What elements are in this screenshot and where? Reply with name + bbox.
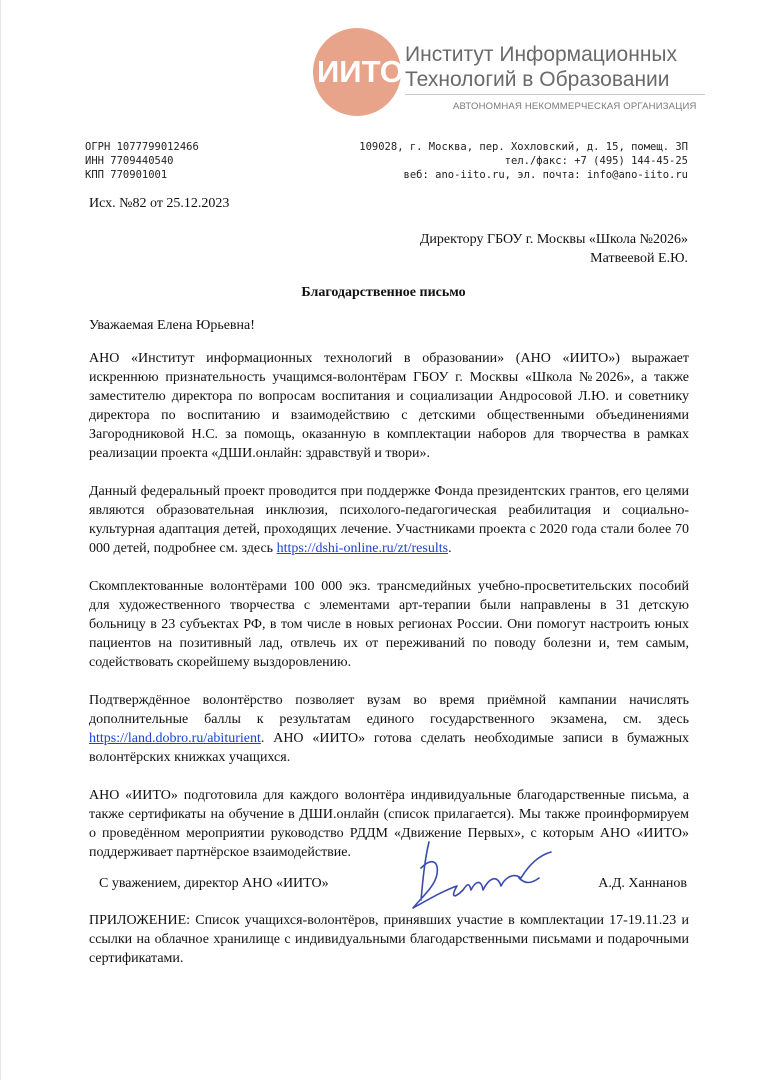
web-email: веб: ano-iito.ru, эл. почта: info@ano-iito.ru [403,169,688,181]
paragraph-4-text: Подтверждённое волонтёрство позволяет вузам во время приёмной кампании начислять дополнительные баллы к результатам единого государственного экзамена, см. здесь [89,693,689,727]
inn: ИНН 7709440540 [85,155,174,167]
requisites-left [85,140,199,182]
closing: С уважением, директор АНО «ИИТО» [99,876,329,891]
greeting: Уважаемая Елена Юрьевна! [89,318,255,333]
letterhead [313,28,753,118]
paragraph-2 [89,482,689,558]
org-name-line1: Институт Информационных [405,43,678,66]
signer-name: А.Д. Ханнанов [598,876,687,891]
kpp: КПП 770901001 [85,169,168,181]
appendix: ПРИЛОЖЕНИЕ: Список учащихся-волонтёров, принявших участие в комплектации 17-19.11.23 и ссылки на облачное хранилище с индивидуальными благодарственными письмами и подарочными сертификатами. [89,913,689,966]
paragraph-2-text: Данный федеральный проект проводится при поддержке Фонда президентских грантов, его целями являются образовательная инклюзия, психолого-педагогическая реабилитация и социально-культурная адаптация детей, проходящих лечение. Участниками проекта с 2020 года стали более 70 000 детей, подробнее см. здесь [89,484,689,556]
addressee [420,230,688,268]
phone: тел./факс: +7 (495) 144-45-25 [504,155,688,167]
ogrn: ОГРН 1077799012466 [85,141,199,153]
paragraph-4 [89,691,689,767]
paragraph-3: Скомплектованные волонтёрами 100 000 экз. трансмедийных учебно-просветительских пособий для художественного творчества с элементами арт-терапии были направлены в 31 детскую больницу в 23 субъектах РФ, в том числе в новых регионах России. Они помогут настроить юных пациентов на позитивный лад, отвлечь их от переживаний по поводу болезни и, тем самым, содействовать скорейшему выздоровлению. [89,579,689,670]
org-name [405,42,755,92]
org-subtitle: АВТОНОМНАЯ НЕКОММЕРЧЕСКАЯ ОРГАНИЗАЦИЯ [453,101,697,112]
dshi-results-link[interactable]: https://dshi-online.ru/zt/results [276,541,449,556]
addressee-line1: Директору ГБОУ г. Москвы «Школа №2026» [419,232,688,247]
paragraph-4-end: . АНО «ИИТО» готова сделать необходимые записи в бумажных волонтёрских книжках учащихся. [89,731,689,765]
requisites-right [359,140,688,182]
org-name-line2: Технологий в Образовании [405,68,670,91]
handwritten-signature [401,838,571,918]
logo-text: ИИТО [317,54,404,89]
address: 109028, г. Москва, пер. Хохловский, д. 15, помещ. 3П [359,141,688,153]
header-divider [405,94,705,95]
dobro-abiturient-link[interactable]: https://land.dobro.ru/abiturient [89,731,261,746]
letter-body [89,349,689,881]
paragraph-5: АНО «ИИТО» подготовила для каждого волонтёра индивидуальные благодарственные письма, а также сертификаты на обучение в ДШИ.онлайн (список прилагается). Мы также проинформируем о проведённом мероприятии руководство РДДМ «Движение Первых», с которым АНО «ИИТО» поддерживает партнёрское взаимодействие. [89,788,689,860]
paragraph-1: АНО «Институт информационных технологий в образовании» (АНО «ИИТО») выражает искреннюю признательность учащимся-волонтёрам ГБОУ г. Москвы «Школа №2026», а также заместителю директора по вопросам воспитания и социализации Андросовой Л.Ю. и советнику директора по воспитанию и взаимодействию с детскими общественными объединениями Загородниковой Н.С. за помощь, оказанную в комплектации наборов для творчества в рамках реализации проекта «ДШИ.онлайн: здравствуй и твори». [89,351,689,461]
document-title: Благодарственное письмо [301,285,466,300]
outgoing-number: Исх. №82 от 25.12.2023 [89,196,230,211]
paragraph-2-end: . [448,541,452,556]
addressee-line2: Матвеевой Е.Ю. [590,251,688,266]
